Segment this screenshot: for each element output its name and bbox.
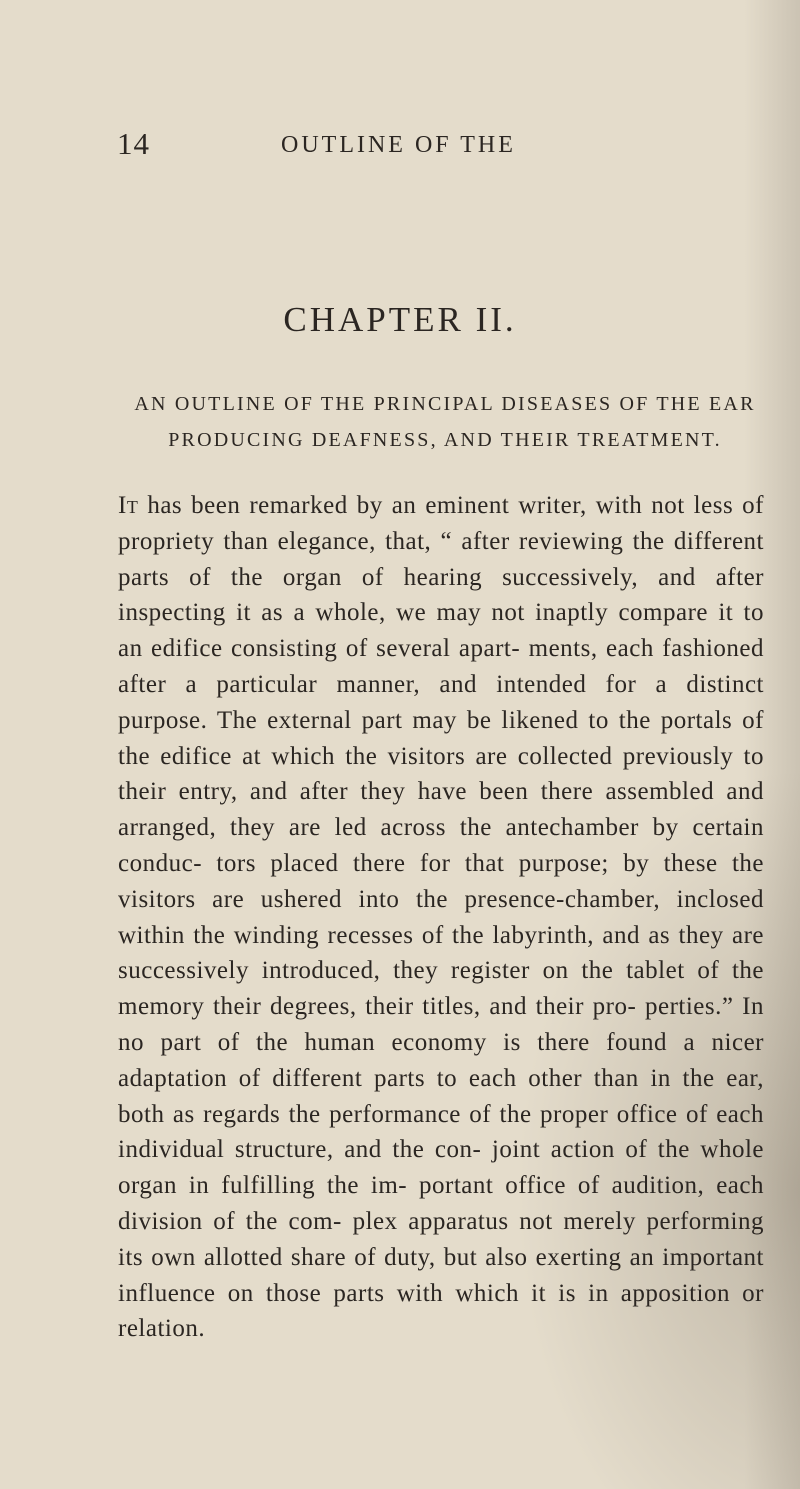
page-number: 14 — [117, 126, 150, 161]
chapter-title: CHAPTER II. — [283, 300, 517, 339]
body-paragraph — [118, 488, 764, 1347]
running-title: OUTLINE OF THE — [281, 132, 516, 158]
subtitle-line-2: PRODUCING DEAFNESS, AND THEIR TREATMENT. — [168, 429, 722, 451]
subtitle-line-1: AN OUTLINE OF THE PRINCIPAL DISEASES OF THE EAR — [134, 393, 756, 415]
chapter-subtitle — [120, 386, 770, 458]
lead-word: It — [118, 492, 139, 519]
running-head — [117, 126, 757, 166]
paragraph-text: has been remarked by an eminent writer, with not less of propriety than elegance, that, “ after reviewing the different parts of the organ of hearing successively, and after inspecting it as a whole, we may not inaptly compare it to an edifice consisting of several apart- ments, each fashioned after a particular manner, and intended for a distinct purpose. The external part may be likened to the portals of the edifice at which the visitors are collected previously to their entry, and after they have been there assembled and arranged, they are led across the antechamber by certain conduc- tors placed there for that purpose; by these the visitors are ushered into the presence-chamber, inclosed within the winding recesses of the labyrinth, and as they are successively introduced, they register on the tablet of the memory their degrees, their titles, and their pro- perties.” In no part of the human economy is there found a nicer adaptation of different parts to each other than in the ear, both as regards the performance of the proper office of each individual structure, and the con- joint action of the whole organ in fulfilling the im- portant office of audition, each division of the com- plex apparatus not merely performing its own allotted share of duty, but also exerting an important influence on those parts with which it is in apposition or relation. — [118, 492, 764, 1343]
